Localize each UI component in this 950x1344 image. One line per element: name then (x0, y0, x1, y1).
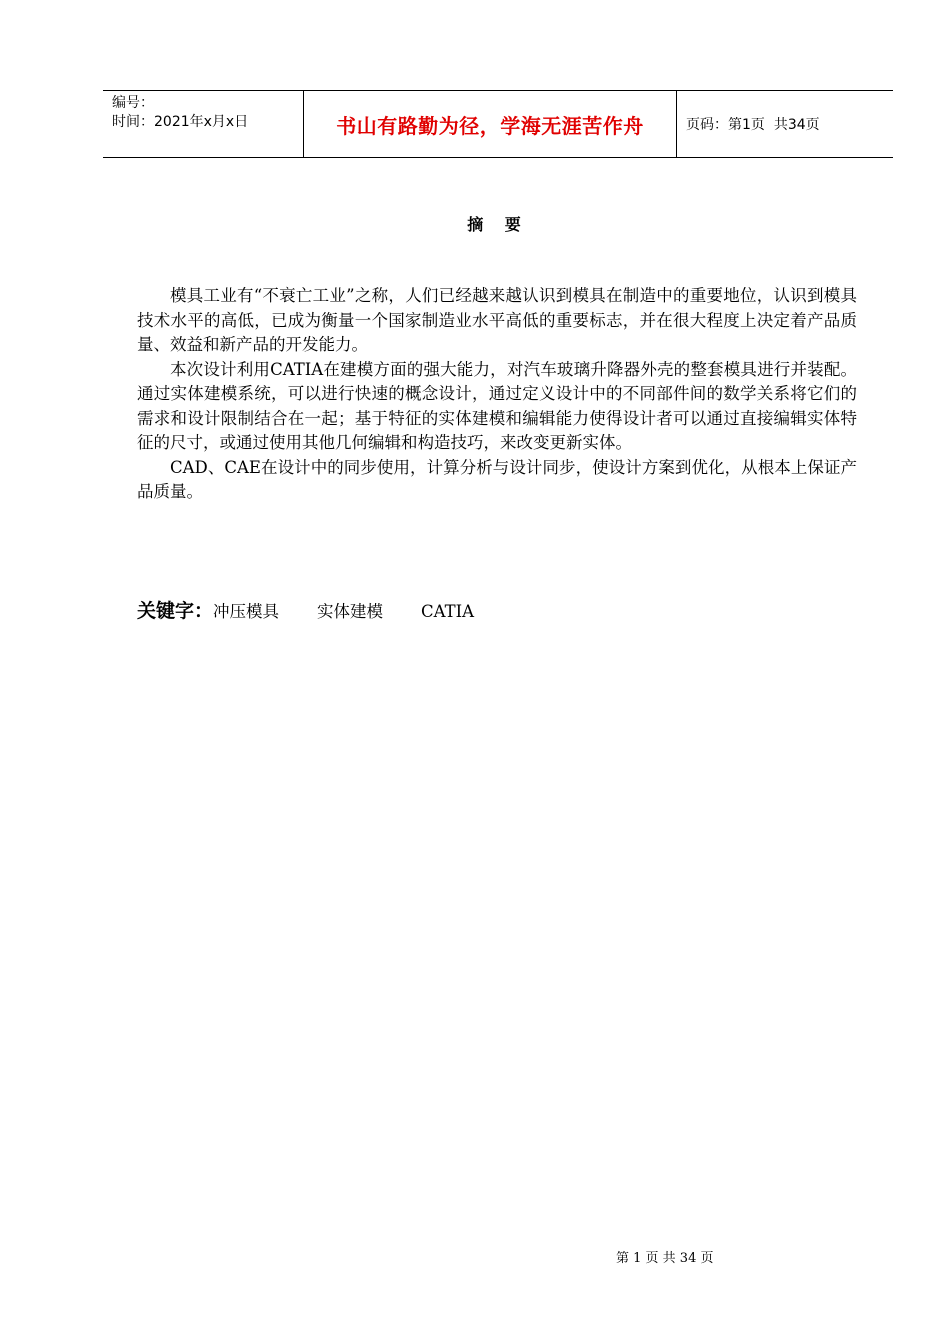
document-header (103, 90, 893, 158)
document-time-label: 时间：2021年x月x日 (112, 114, 249, 130)
keywords-label: 关键字： (137, 600, 214, 622)
keyword-item: CATIA (421, 602, 475, 621)
header-page-cell (677, 91, 893, 157)
keywords-line (137, 596, 474, 623)
page-mid: 页 共 (750, 117, 788, 133)
section-title: 摘 要 (467, 215, 529, 234)
page-indicator (686, 114, 820, 134)
document-number-label: 编号： (112, 95, 154, 111)
header-motto-cell (304, 91, 677, 157)
page-suffix: 页 (805, 117, 820, 133)
keyword-item: 实体建模 (317, 602, 384, 621)
header-meta-cell (103, 91, 304, 157)
abstract-paragraph: 模具工业有“不衰亡工业”之称，人们已经越来越认识到模具在制造中的重要地位，认识到模具技术水平的高低，已成为衡量一个国家制造业水平高低的重要标志，并在很大程度上决定着产品质量、效益和新产品的开发能力。 (137, 286, 857, 354)
keyword-item: 冲压模具 (213, 602, 280, 621)
page-footer: 第 1 页 共 34 页 (616, 1251, 714, 1266)
abstract-paragraph: 本次设计利用CATIA在建模方面的强大能力，对汽车玻璃升降器外壳的整套模具进行并装配。通过实体建模系统，可以进行快速的概念设计，通过定义设计中的不同部件间的数学关系将它们的需求和设计限制结合在一起；基于特征的实体建模和编辑能力使得设计者可以通过直接编辑实体特征的尺寸，或通过使用其他几何编辑和构造技巧，来改变更新实体。 (137, 359, 857, 452)
abstract-paragraph: CAD、CAE在设计中的同步使用，计算分析与设计同步，使设计方案到优化，从根本上保证产品质量。 (137, 457, 857, 501)
page-current: 1 (742, 117, 751, 133)
page-prefix: 页码：第 (686, 117, 742, 133)
page-total: 34 (787, 117, 806, 133)
header-motto: 书山有路勤为径，学海无涯苦作舟 (336, 113, 644, 138)
abstract-body (137, 284, 857, 505)
